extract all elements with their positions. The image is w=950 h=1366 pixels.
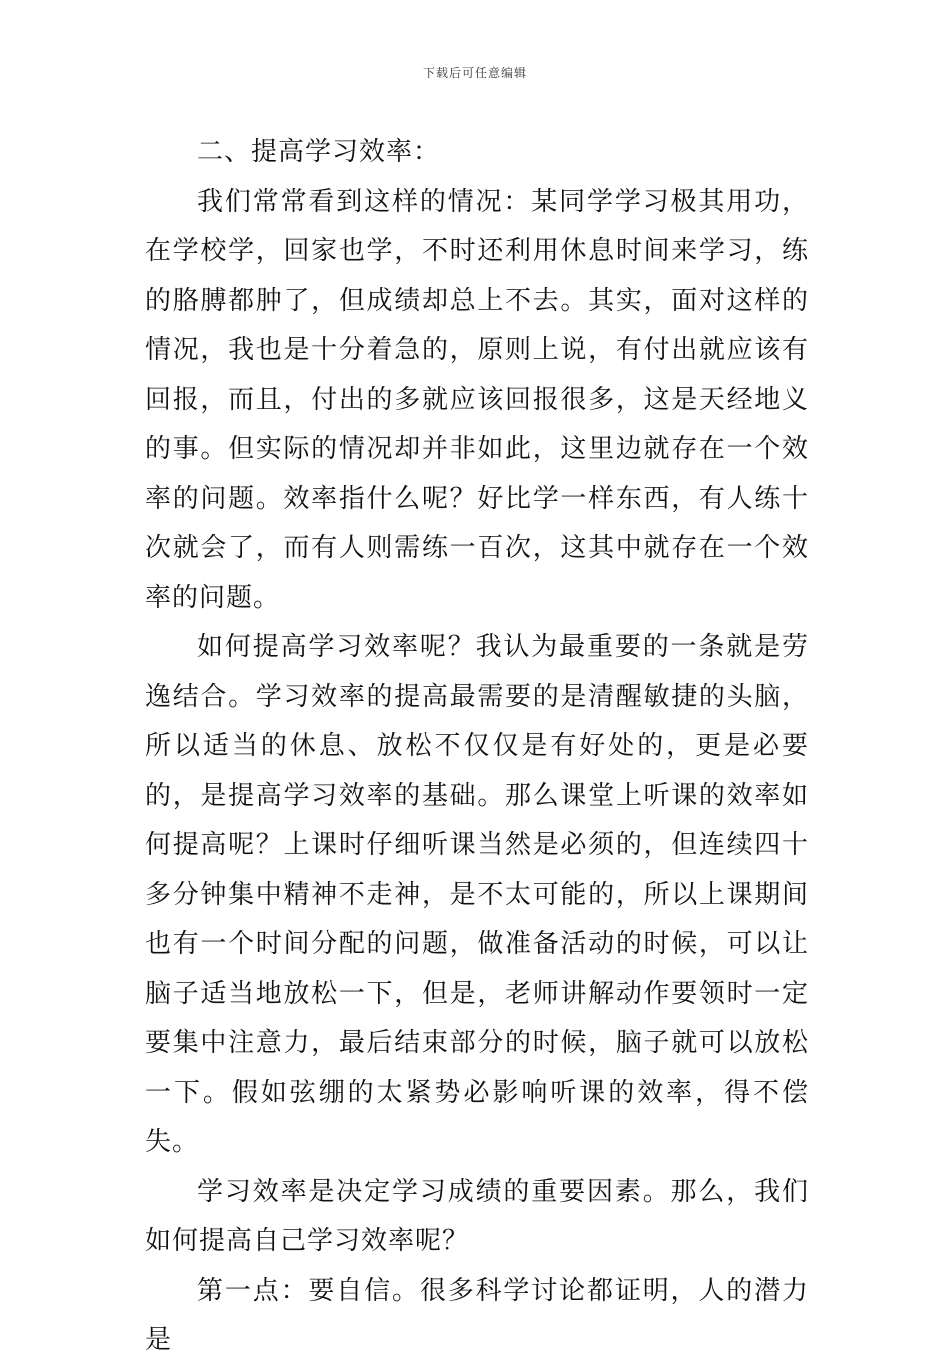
section-heading: 二、提高学习效率： bbox=[197, 137, 441, 167]
paragraph: 如何提高学习效率呢？我认为最重要的一条就是劳逸结合。学习效率的提高最需要的是清醒敏捷的头脑，所以适当的休息、放松不仅仅是有好处的，更是必要的，是提高学习效率的基础。那么课堂上听课的效率如何提高呢？上课时仔细听课当然是必须的，但连续四十多分钟集中精神不走神，是不太可能的，所以上课期间也有一个时间分配的问题，做准备活动的时候，可以让脑子适当地放松一下，但是，老师讲解动作要领时一定要集中注意力，最后结束部分的时候，脑子就可以放松一下。假如弦绷的太紧势必影响听课的效率，得不偿失。 bbox=[145, 632, 809, 1157]
header-note: 下载后可任意编辑 bbox=[422, 66, 527, 80]
paragraph: 第一点：要自信。很多科学讨论都证明，人的潜力是 bbox=[145, 1275, 809, 1355]
paragraph: 我们常常看到这样的情况：某同学学习极其用功，在学校学，回家也学，不时还利用休息时间来学习，练的胳膊都肿了，但成绩却总上不去。其实，面对这样的情况，我也是十分着急的，原则上说，有付出就应该有回报，而且，付出的多就应该回报很多，这是天经地义的事。但实际的情况却并非如此，这里边就存在一个效率的问题。效率指什么呢？好比学一样东西，有人练十次就会了，而有人则需练一百次，这其中就存在一个效率的问题。 bbox=[145, 186, 809, 613]
paragraph: 学习效率是决定学习成绩的重要因素。那么，我们如何提高自己学习效率呢？ bbox=[145, 1176, 809, 1256]
document-body bbox=[145, 128, 809, 1366]
